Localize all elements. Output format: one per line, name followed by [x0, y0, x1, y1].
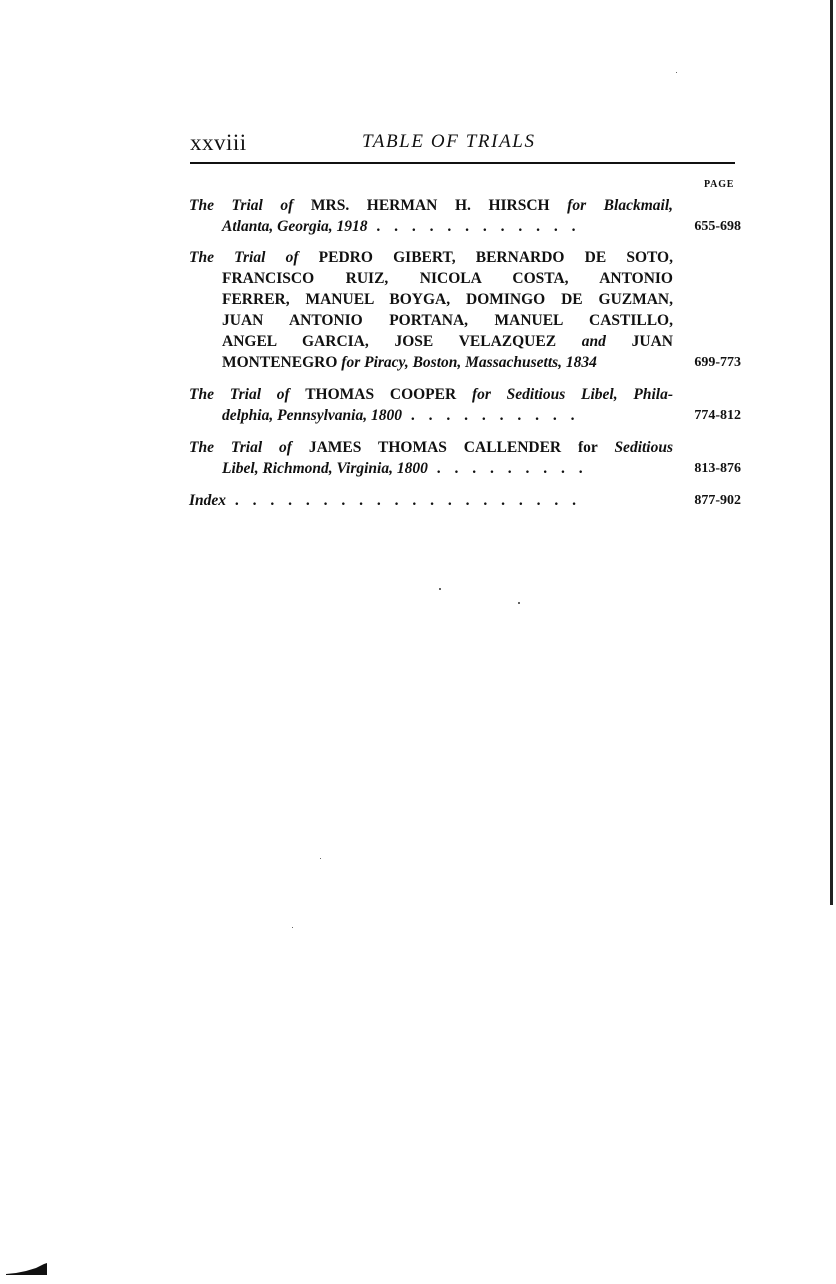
- page-range: 813-876: [694, 461, 741, 476]
- entry-text: JUAN ANTONIO PORTANA, MANUEL CASTILLO,: [222, 312, 673, 329]
- dot-leader: . . . . . . . . .: [427, 460, 588, 477]
- page-range: 877-902: [694, 493, 741, 508]
- entry-line: [189, 384, 673, 405]
- entry-line: [189, 352, 741, 373]
- dot-leader: . . . . . . . . . . . .: [367, 218, 581, 235]
- entry-text: JUAN: [605, 333, 673, 350]
- entry-italic-text: for Blackmail,: [567, 197, 674, 214]
- dot-leader: . . . . . . . . . . . . . . . . . . . .: [226, 492, 582, 509]
- header-rule: [190, 162, 735, 164]
- entry-text: FRANCISCO RUIZ, NICOLA COSTA, ANTONIO: [222, 270, 673, 287]
- toc-entry: [189, 247, 741, 373]
- scan-speck: [439, 588, 441, 590]
- entry-italic-text: The Trial of: [189, 249, 299, 266]
- page-range: 699-773: [694, 355, 741, 370]
- page-column-label: PAGE: [704, 179, 735, 190]
- entry-line: [189, 268, 673, 289]
- entry-italic-text: and: [581, 333, 606, 350]
- entry-line: [189, 247, 673, 268]
- entry-line: [189, 405, 741, 426]
- page-edge-shadow: [830, 0, 833, 905]
- page-range: 774-812: [694, 408, 741, 423]
- entry-italic-text: delphia, Pennsylvania, 1800: [222, 407, 402, 424]
- scan-speck: [676, 72, 677, 73]
- entry-line: [189, 331, 673, 352]
- toc-entry: [189, 195, 741, 237]
- entry-line: [189, 310, 673, 331]
- entry-italic-text: Index: [189, 492, 227, 509]
- running-head: [190, 130, 735, 162]
- entry-text: FERRER, MANUEL BOYGA, DOMINGO DE GUZMAN,: [222, 291, 673, 308]
- dot-leader: . . . . . . . . . .: [401, 407, 580, 424]
- scan-speck: [320, 858, 321, 859]
- page-number: xxviii: [190, 130, 247, 155]
- entry-italic-text: Atlanta, Georgia, 1918: [222, 218, 368, 235]
- scan-mark: [6, 1262, 48, 1276]
- running-title: TABLE OF TRIALS: [362, 131, 536, 152]
- entry-line: [189, 195, 673, 216]
- toc-entry-index: [189, 490, 741, 511]
- entry-italic-text: The Trial of: [189, 197, 294, 214]
- scan-speck: [518, 602, 520, 604]
- entry-italic-text: for Seditious Libel, Phila-: [471, 386, 674, 403]
- toc-entry: [189, 437, 741, 479]
- entry-line: [189, 289, 673, 310]
- entry-italic-text: The Trial of: [189, 386, 290, 403]
- entry-italic-text: for Piracy, Boston, Massachusetts, 1834: [341, 354, 597, 371]
- entry-italic-text: Seditious: [614, 439, 674, 456]
- entry-line: [189, 458, 741, 479]
- entry-line: [189, 437, 673, 458]
- entry-italic-text: The Trial of: [189, 439, 292, 456]
- entry-text: MONTENEGRO: [222, 354, 342, 371]
- entry-text: ANGEL GARCIA, JOSE VELAZQUEZ: [222, 333, 582, 350]
- entry-text: JAMES THOMAS CALLENDER for: [291, 439, 615, 456]
- page-range: 655-698: [694, 219, 741, 234]
- scan-speck: [292, 927, 293, 928]
- entry-italic-text: Libel, Richmond, Virginia, 1800: [222, 460, 428, 477]
- entry-line: [189, 216, 741, 237]
- entry-line: [189, 490, 741, 511]
- entry-text: PEDRO GIBERT, BERNARDO DE SOTO,: [298, 249, 673, 266]
- entry-text: THOMAS COOPER: [289, 386, 472, 403]
- entry-text: MRS. HERMAN H. HIRSCH: [293, 197, 568, 214]
- toc-entry: [189, 384, 741, 426]
